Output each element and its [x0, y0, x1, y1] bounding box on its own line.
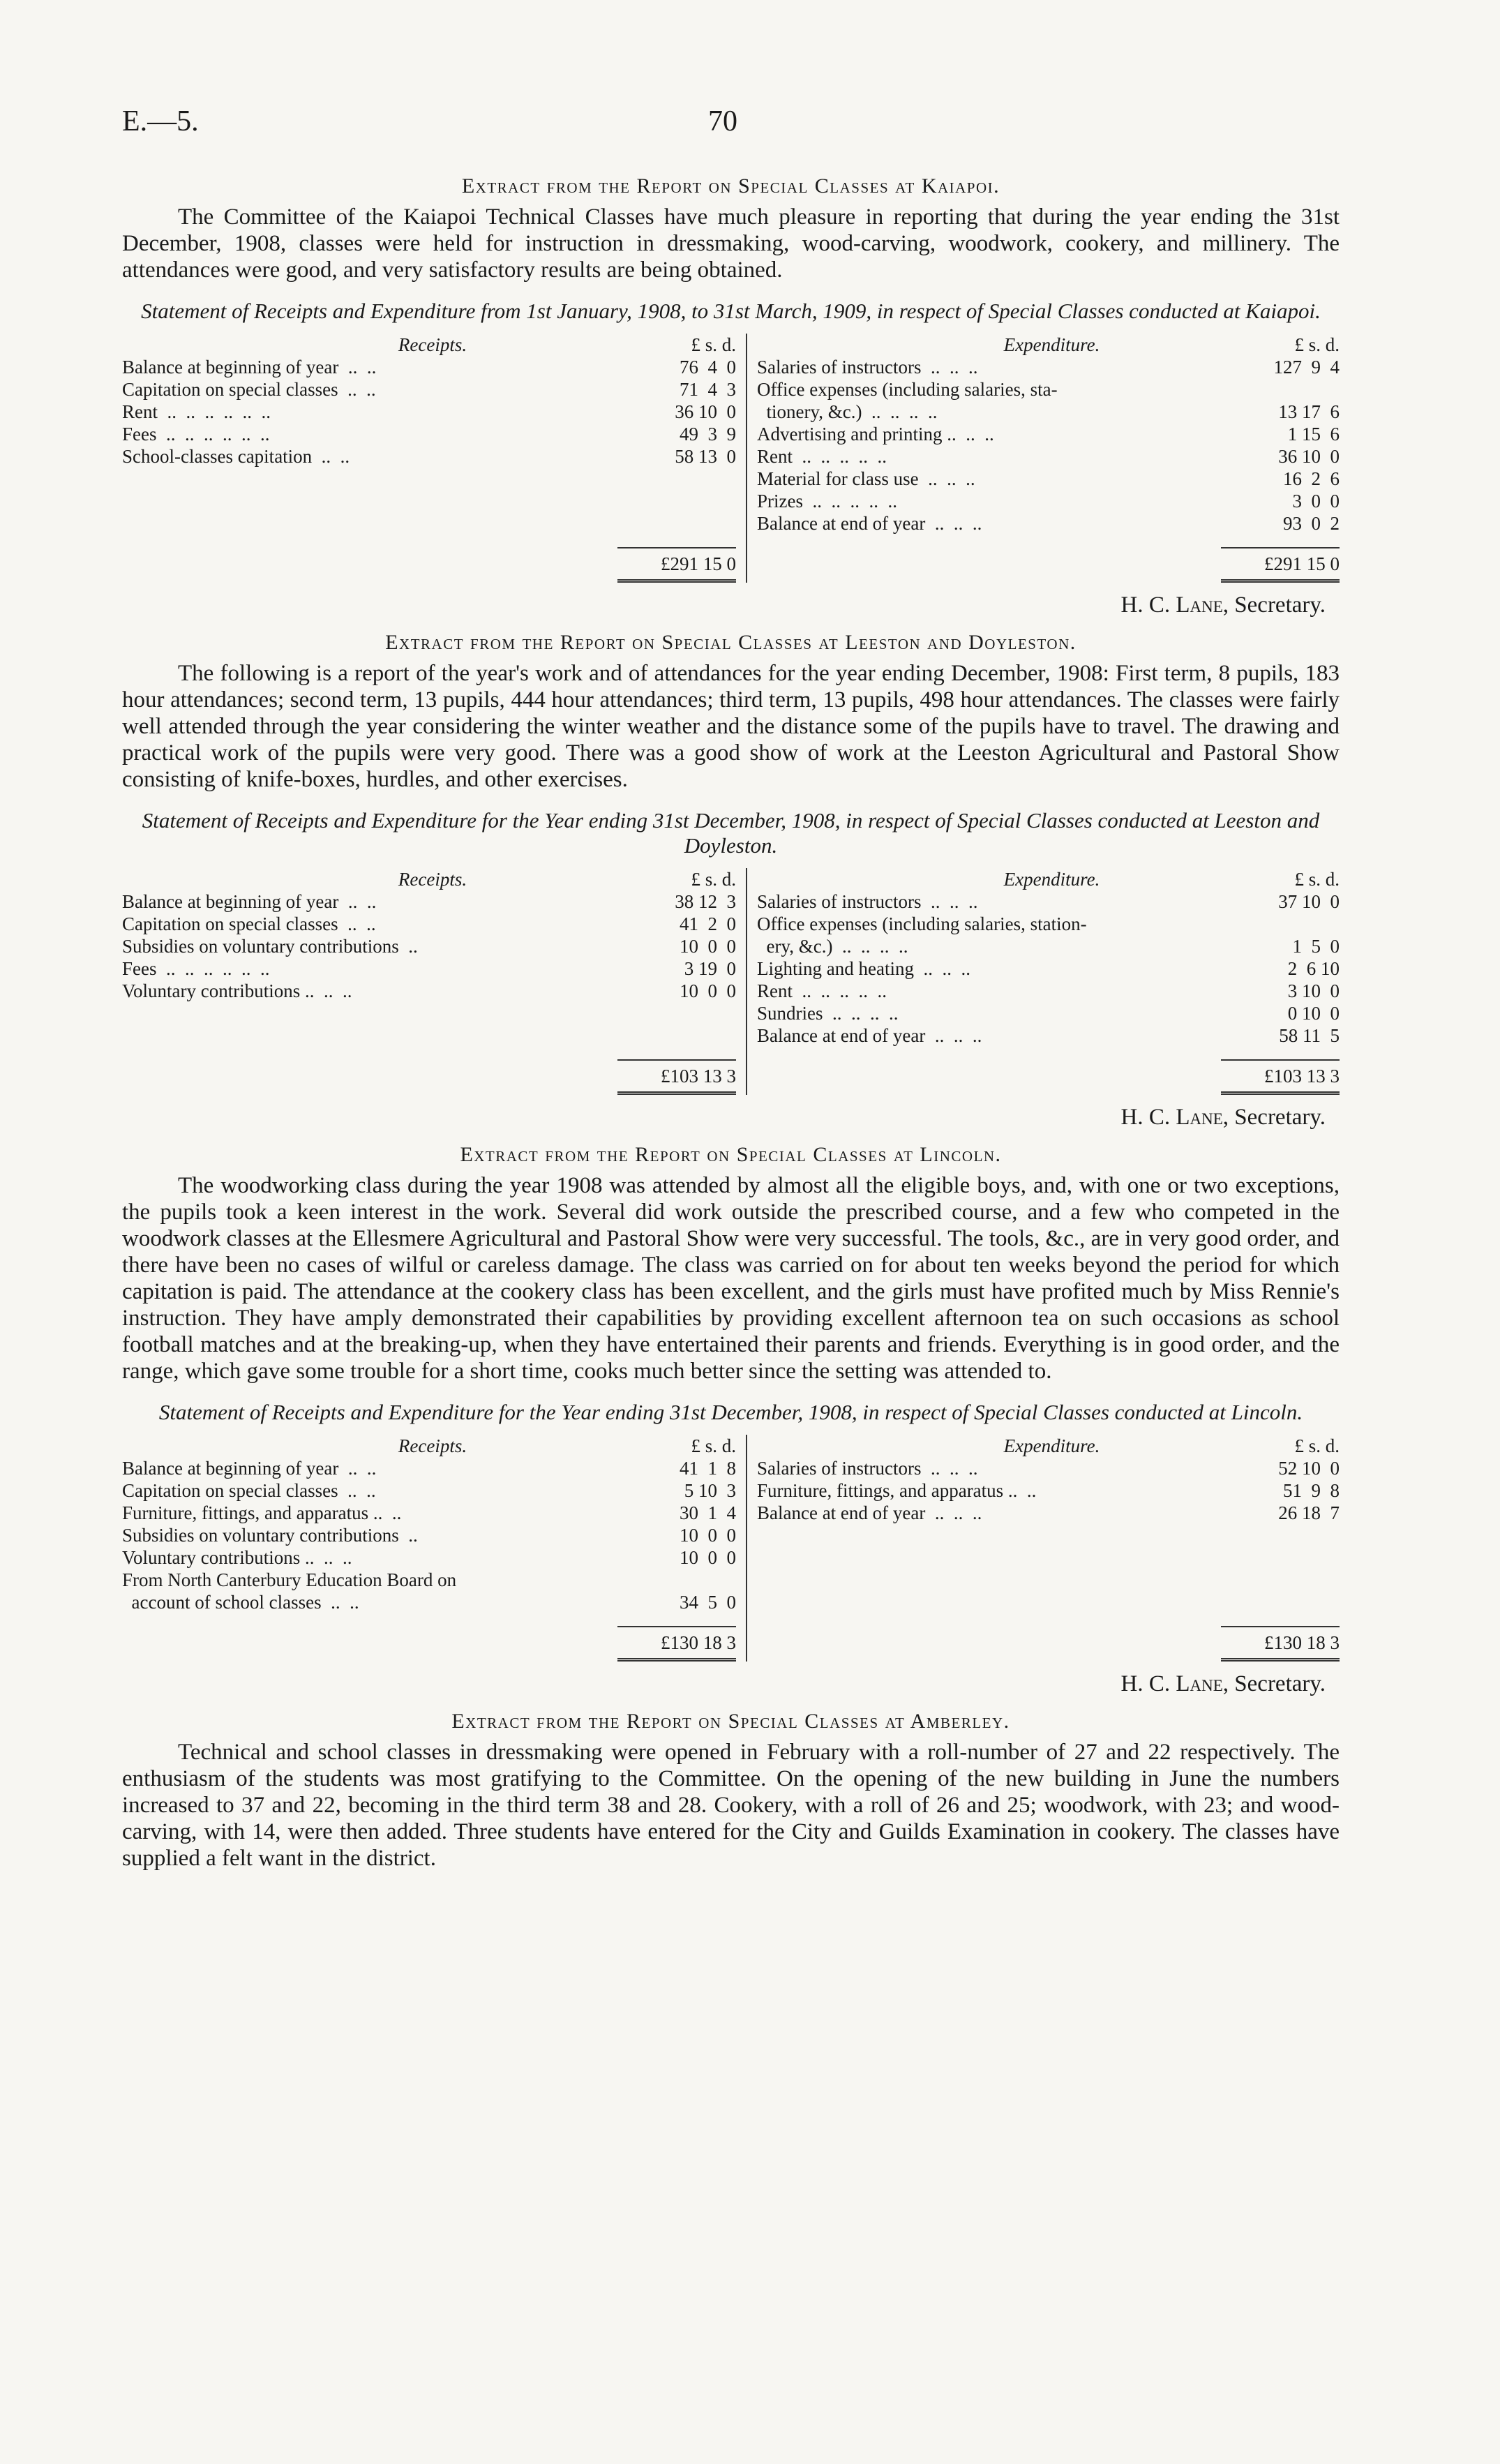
account-table: [122, 868, 1340, 1095]
lsd-heading: £ s. d.: [691, 334, 736, 355]
table-row: Furniture, fittings, and apparatus .. .. 30 1 4: [122, 1502, 736, 1523]
receipts-column: [122, 868, 747, 1095]
receipts-total: £103 13 3: [617, 1059, 736, 1095]
table-row: Office expenses (including salaries, sta-: [757, 379, 1058, 400]
table-row: Voluntary contributions .. .. .. 10 0 0: [122, 1547, 736, 1568]
table-row: Salaries of instructors .. .. .. 127 9 4: [757, 357, 1340, 378]
table-row: tionery, &c.) .. .. .. .. 13 17 6: [757, 401, 1340, 422]
statement-heading: Statement of Receipts and Expenditure for the Year ending 31st December, 1908, in respect of Special Classes conducted at Leeston and Doyleston.: [142, 808, 1320, 858]
expenditure-heading: Expenditure.: [1003, 334, 1100, 355]
table-row: Rent .. .. .. .. .. 36 10 0: [757, 446, 1340, 467]
expenditure-total: £130 18 3: [1221, 1626, 1340, 1662]
section-title: Extract from the Report on Special Classes at Lincoln.: [460, 1143, 1002, 1166]
table-row: Subsidies on voluntary contributions .. 10 0 0: [122, 936, 736, 957]
receipts-total: £291 15 0: [617, 547, 736, 583]
table-row: Balance at beginning of year .. .. 38 12 3: [122, 891, 736, 912]
table-row: Prizes .. .. .. .. .. 3 0 0: [757, 491, 1340, 512]
table-row: Balance at end of year .. .. .. 93 0 2: [757, 513, 1340, 534]
table-row: ery, &c.) .. .. .. .. 1 5 0: [757, 936, 1340, 957]
expenditure-column: [747, 334, 1340, 583]
receipts-heading: Receipts.: [398, 869, 467, 890]
signature: H. C. Lane, Secretary.: [1120, 592, 1326, 618]
expenditure-heading: Expenditure.: [1003, 869, 1100, 890]
account-table: [122, 1435, 1340, 1662]
section-title: Extract from the Report on Special Classes at Kaiapoi.: [461, 174, 1000, 197]
section-paragraph: Technical and school classes in dressmaking were opened in February with a roll-number of 27 and 22 respectively. The enthusiasm of the students was most gratifying to the Committee. On the opening of the new building in June the numbers increased to 37 and 22, becoming in the third term 38 and 28. Cookery, with a roll of 26 and 25; woodwork, with 23; and wood-carving, with 14, were then added. Three students have entered for the City and Guilds Examination in cookery. The classes have supplied a felt want in the district.: [122, 1740, 1340, 1871]
receipts-column: [122, 334, 747, 583]
table-row: Balance at end of year .. .. .. 26 18 7: [757, 1502, 1340, 1523]
lsd-heading: £ s. d.: [1294, 334, 1340, 355]
table-row: Capitation on special classes .. .. 71 4 3: [122, 379, 736, 400]
lsd-heading: £ s. d.: [1294, 1435, 1340, 1456]
page-number: 70: [708, 105, 737, 137]
receipts-heading: Receipts.: [398, 1435, 467, 1456]
expenditure-total: £103 13 3: [1221, 1059, 1340, 1095]
section-title: Extract from the Report on Special Classes at Leeston and Doyleston.: [385, 631, 1077, 654]
document-reference: E.—5.: [122, 105, 199, 137]
account-table: [122, 334, 1340, 583]
statement-heading: Statement of Receipts and Expenditure from 1st January, 1908, to 31st March, 1909, in respect of Special Classes conducted at Kaiapoi.: [141, 299, 1321, 323]
expenditure-column: [747, 868, 1340, 1095]
lsd-heading: £ s. d.: [691, 869, 736, 890]
table-row: Voluntary contributions .. .. .. 10 0 0: [122, 980, 736, 1001]
lsd-heading: £ s. d.: [1294, 869, 1340, 890]
table-row: Balance at end of year .. .. .. 58 11 5: [757, 1025, 1340, 1046]
section-kaiapoi: [122, 174, 1340, 618]
table-row: Balance at beginning of year .. .. 41 1 8: [122, 1458, 736, 1479]
signature: H. C. Lane, Secretary.: [1120, 1105, 1326, 1130]
statement-heading: Statement of Receipts and Expenditure for the Year ending 31st December, 1908, in respect of Special Classes conducted at Lincoln.: [158, 1400, 1303, 1424]
table-row: Rent .. .. .. .. .. .. 36 10 0: [122, 401, 736, 422]
signature: H. C. Lane, Secretary.: [1120, 1671, 1326, 1696]
table-row: School-classes capitation .. .. 58 13 0: [122, 446, 736, 467]
section-paragraph: The woodworking class during the year 1908 was attended by almost all the eligible boys, and, with one or two exceptions, the pupils took a keen interest in the work. Several did work outside the prescribed course, and a few who competed in the woodwork classes at the Ellesmere Agricultural and Pastoral Show were very successful. The tools, &c., are in very good order, and there have been no cases of wilful or careless damage. The class was carried on for about ten weeks beyond the period for which capitation is paid. The attendance at the cookery class has been excellent, and the girls must have profited much by Miss Rennie's instruction. They have amply demonstrated their capabilities by providing excellent afternoon tea on such occasions as school football matches and at the breaking-up, when they have entertained their parents and friends. Everything is in good order, and the range, which gave some trouble for a short time, cooks much better since the setting was attended to.: [122, 1173, 1340, 1384]
page-header: [122, 105, 1340, 160]
section-title: Extract from the Report on Special Classes at Amberley.: [451, 1710, 1010, 1733]
expenditure-heading: Expenditure.: [1003, 1435, 1100, 1456]
document-page: [122, 105, 1340, 1872]
table-row: Rent .. .. .. .. .. 3 10 0: [757, 980, 1340, 1001]
table-row: Advertising and printing .. .. .. 1 15 6: [757, 424, 1340, 445]
section-paragraph: The Committee of the Kaiapoi Technical Classes have much pleasure in reporting that during the year ending the 31st December, 1908, classes were held for instruction in dressmaking, wood-carving, woodwork, cookery, and millinery. The attendances were good, and very satisfactory results are being obtained.: [122, 204, 1340, 283]
section-paragraph: The following is a report of the year's work and of attendances for the year ending December, 1908: First term, 8 pupils, 183 hour attendances; second term, 13 pupils, 444 hour attendances; third term, 13 pupils, 498 hour attendances. The classes were fairly well attended through the year considering the winter weather and the distance some of the pupils have to travel. The drawing and practical work of the pupils were very good. There was a good show of work at the Leeston Agricultural and Pastoral Show consisting of knife-boxes, hurdles, and other exercises.: [122, 661, 1340, 792]
table-row: Capitation on special classes .. .. 5 10 3: [122, 1480, 736, 1501]
receipts-column: [122, 1435, 747, 1662]
lsd-heading: £ s. d.: [691, 1435, 736, 1456]
section-leeston: [122, 631, 1340, 1130]
table-row: Fees .. .. .. .. .. .. 49 3 9: [122, 424, 736, 445]
section-lincoln: [122, 1143, 1340, 1697]
table-row: account of school classes .. .. 34 5 0: [122, 1592, 736, 1613]
table-row: From North Canterbury Education Board on: [122, 1569, 457, 1590]
receipts-heading: Receipts.: [398, 334, 467, 355]
expenditure-column: [747, 1435, 1340, 1662]
table-row: Subsidies on voluntary contributions .. 10 0 0: [122, 1525, 736, 1546]
table-row: Capitation on special classes .. .. 41 2 0: [122, 913, 736, 934]
expenditure-total: £291 15 0: [1221, 547, 1340, 583]
table-row: Furniture, fittings, and apparatus .. .. 51 9 8: [757, 1480, 1340, 1501]
receipts-total: £130 18 3: [617, 1626, 736, 1662]
table-row: Fees .. .. .. .. .. .. 3 19 0: [122, 958, 736, 979]
table-row: Salaries of instructors .. .. .. 37 10 0: [757, 891, 1340, 912]
table-row: Lighting and heating .. .. .. 2 6 10: [757, 958, 1340, 979]
table-row: Balance at beginning of year .. .. 76 4 0: [122, 357, 736, 378]
table-row: Office expenses (including salaries, station-: [757, 913, 1087, 934]
table-row: Salaries of instructors .. .. .. 52 10 0: [757, 1458, 1340, 1479]
table-row: Sundries .. .. .. .. 0 10 0: [757, 1003, 1340, 1024]
section-amberley: [122, 1710, 1340, 1872]
table-row: Material for class use .. .. .. 16 2 6: [757, 468, 1340, 489]
